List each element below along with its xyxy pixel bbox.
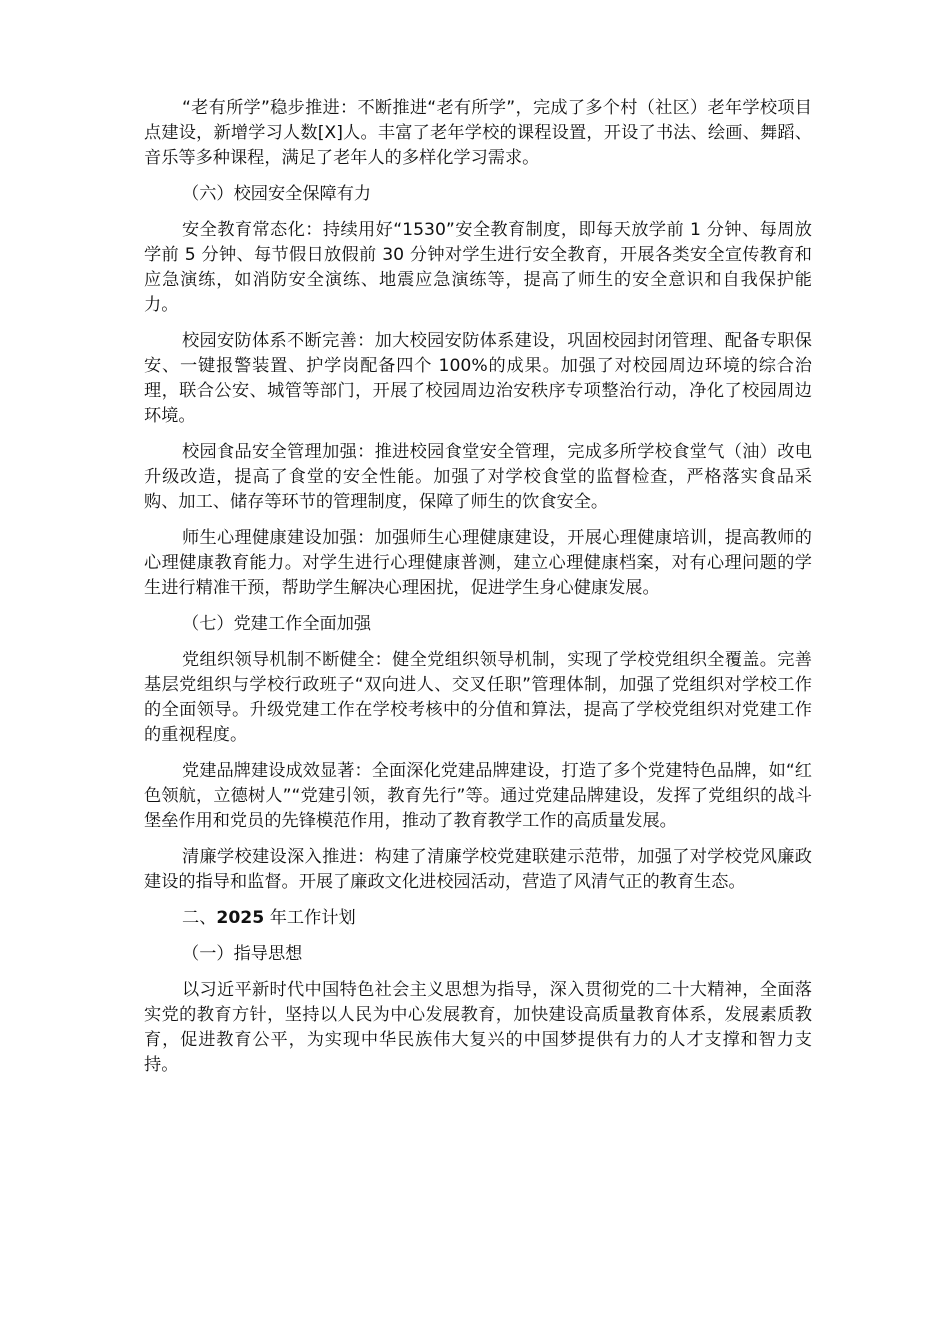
- paragraph-food-safety: 校园食品安全管理加强：推进校园食堂安全管理，完成多所学校食堂气（油）改电升级改造，提高了食堂的安全性能。加强了对学校食堂的监督检查，严格落实食品采购、加工、储存等环节的管理制度，保障了师生的饮食安全。: [144, 442, 812, 512]
- paragraph-mental-health: 师生心理健康建设加强：加强师生心理健康建设，开展心理健康培训，提高教师的心理健康教育能力。对学生进行心理健康普测，建立心理健康档案，对有心理问题的学生进行精准干预，帮助学生解决心理困扰，促进学生身心健康发展。: [144, 528, 812, 598]
- section-year: 2025: [216, 908, 265, 928]
- section-prefix: 二、: [182, 908, 217, 928]
- paragraph-campus-security: 校园安防体系不断完善：加大校园安防体系建设，巩固校园封闭管理、配备专职保安、一键报警装置、护学岗配备四个 100%的成果。加强了对校园周边环境的综合治理，联合公安、城管等部门，开展了校园周边治安秩序专项整治行动，净化了校园周边环境。: [144, 331, 812, 426]
- heading-guiding-ideology: （一）指导思想: [182, 944, 303, 964]
- section-title-2025-plan: [144, 906, 812, 931]
- heading-party-building: （七）党建工作全面加强: [182, 614, 372, 634]
- paragraph-party-leadership: 党组织领导机制不断健全：健全党组织领导机制，实现了学校党组织全覆盖。完善基层党组织与学校行政班子“双向进人、交叉任职”管理体制，加强了党组织对学校工作的全面领导。升级党建工作在学校考核中的分值和算法，提高了学校党组织对党建工作的重视程度。: [144, 650, 812, 745]
- paragraph-clean-school: 清廉学校建设深入推进：构建了清廉学校党建联建示范带，加强了对学校党风廉政建设的指导和监督。开展了廉政文化进校园活动，营造了风清气正的教育生态。: [144, 847, 812, 892]
- paragraph-lifelong-learning: “老有所学”稳步推进：不断推进“老有所学”，完成了多个村（社区）老年学校项目点建设，新增学习人数[X]人。丰富了老年学校的课程设置，开设了书法、绘画、舞蹈、音乐等多种课程，满足了老年人的多样化学习需求。: [144, 98, 812, 168]
- section-suffix: 年工作计划: [264, 908, 356, 928]
- paragraph-guiding-ideology: 以习近平新时代中国特色社会主义思想为指导，深入贯彻党的二十大精神，全面落实党的教育方针，坚持以人民为中心发展教育，加快建设高质量教育体系，发展素质教育，促进教育公平，为实现中华民族伟大复兴的中国梦提供有力的人才支撑和智力支持。: [144, 980, 812, 1075]
- paragraph-party-brand: 党建品牌建设成效显著：全面深化党建品牌建设，打造了多个党建特色品牌，如“红色领航，立德树人”“党建引领，教育先行”等。通过党建品牌建设，发挥了党组织的战斗堡垒作用和党员的先锋模范作用，推动了教育教学工作的高质量发展。: [144, 761, 812, 831]
- heading-campus-safety: （六）校园安全保障有力: [182, 184, 372, 204]
- document-body: [144, 96, 812, 1089]
- paragraph-safety-education: 安全教育常态化：持续用好“1530”安全教育制度，即每天放学前 1 分钟、每周放学前 5 分钟、每节假日放假前 30 分钟对学生进行安全教育，开展各类安全宣传教育和应急演练，如消防安全演练、地震应急演练等，提高了师生的安全意识和自我保护能力。: [144, 220, 812, 315]
